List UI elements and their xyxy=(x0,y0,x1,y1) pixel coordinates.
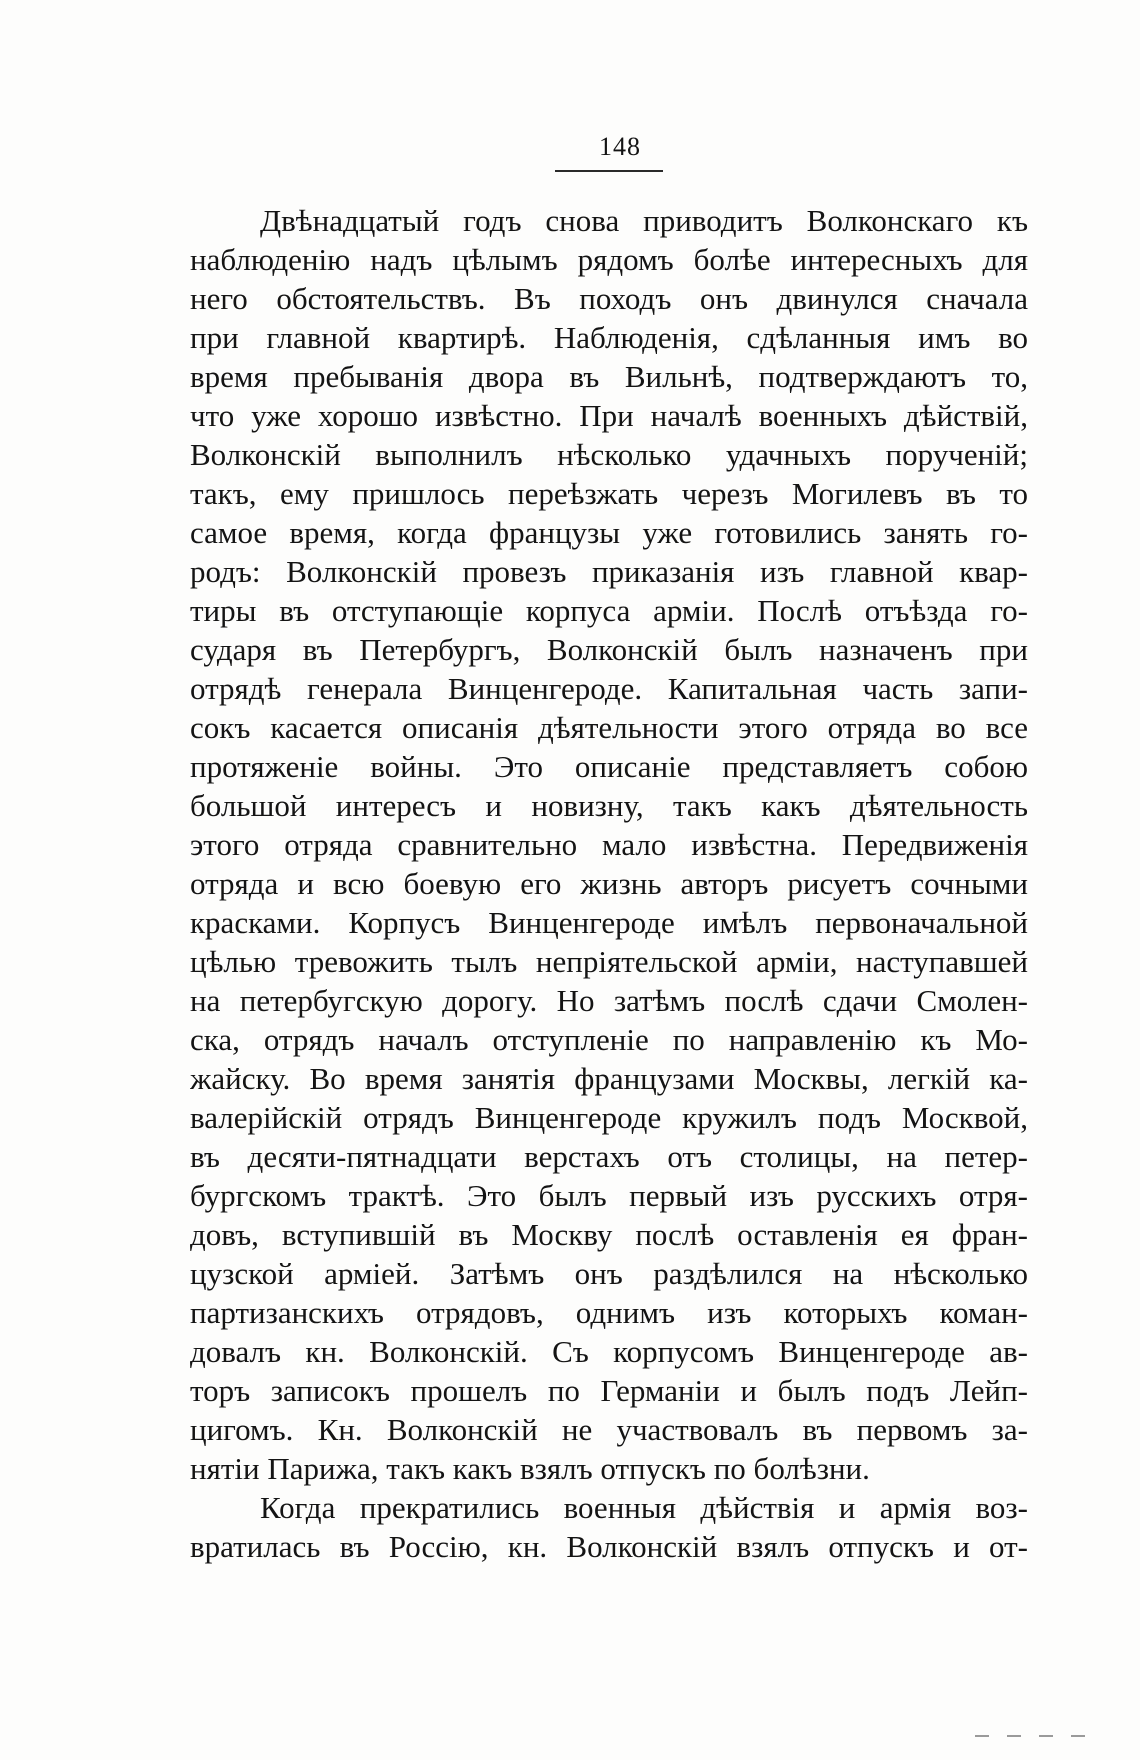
paragraph-2 xyxy=(190,1488,1028,1566)
text-line: родъ: Волконскій провезъ приказанія изъ главной квар- xyxy=(190,554,1028,589)
text-line: вратилась въ Россію, кн. Волконскій взялъ отпускъ и от- xyxy=(190,1529,1028,1564)
text-line: тиры въ отступающіе корпуса арміи. Послѣ отъѣзда го- xyxy=(190,593,1028,628)
text-line: отрядѣ генерала Винценгероде. Капитальная часть запи- xyxy=(190,671,1028,706)
text-line: самое время, когда французы уже готовились занять го- xyxy=(190,515,1028,550)
text-line: жайску. Во время занятія французами Москвы, легкій ка- xyxy=(190,1061,1028,1096)
text-line: цѣлью тревожить тылъ непріятельской арміи, наступавшей xyxy=(190,944,1028,979)
text-line: довалъ кн. Волконскій. Съ корпусомъ Винценгероде ав- xyxy=(190,1334,1028,1369)
text-line: красками. Корпусъ Винценгероде имѣлъ первоначальной xyxy=(190,905,1028,940)
text-line: него обстоятельствъ. Въ походъ онъ двинулся сначала xyxy=(190,281,1028,316)
text-line: время пребыванія двора въ Вильнѣ, подтверждаютъ то, xyxy=(190,359,1028,394)
text-line: торъ записокъ прошелъ по Германіи и былъ подъ Лейп- xyxy=(190,1373,1028,1408)
page-number-rule xyxy=(555,170,663,172)
text-line: Когда прекратились военныя дѣйствія и армія воз- xyxy=(260,1490,1028,1525)
text-line: что уже хорошо извѣстно. При началѣ военныхъ дѣйствій, xyxy=(190,398,1028,433)
text-line: отряда и всю боевую его жизнь авторъ рисуетъ сочными xyxy=(190,866,1028,901)
text-line: валерійскій отрядъ Винценгероде кружилъ подъ Москвой, xyxy=(190,1100,1028,1135)
text-line: протяженіе войны. Это описаніе представляетъ собою xyxy=(190,749,1028,784)
text-line: цузской арміей. Затѣмъ онъ раздѣлился на нѣсколько xyxy=(190,1256,1028,1291)
print-mark xyxy=(1071,1735,1085,1737)
text-line: при главной квартирѣ. Наблюденія, сдѣланныя имъ во xyxy=(190,320,1028,355)
text-line: сударя въ Петербургъ, Волконскій былъ назначенъ при xyxy=(190,632,1028,667)
text-line: въ десяти-пятнадцати верстахъ отъ столицы, на петер- xyxy=(190,1139,1028,1174)
text-line: сокъ касается описанія дѣятельности этого отряда во все xyxy=(190,710,1028,745)
text-line: на петербугскую дорогу. Но затѣмъ послѣ сдачи Смолен- xyxy=(190,983,1028,1018)
text-line: такъ, ему пришлось переѣзжать черезъ Могилевъ въ то xyxy=(190,476,1028,511)
text-line: довъ, вступившій въ Москву послѣ оставленія ея фран- xyxy=(190,1217,1028,1252)
text-line: этого отряда сравнительно мало извѣстна. Передвиженія xyxy=(190,827,1028,862)
text-line: нятіи Парижа, такъ какъ взялъ отпускъ по болѣзни. xyxy=(190,1451,870,1486)
text-line: партизанскихъ отрядовъ, однимъ изъ которыхъ коман- xyxy=(190,1295,1028,1330)
text-line: наблюденію надъ цѣлымъ рядомъ болѣе интересныхъ для xyxy=(190,242,1028,277)
text-line: Двѣнадцатый годъ снова приводитъ Волконскаго къ xyxy=(260,203,1028,238)
text-line: цигомъ. Кн. Волконскій не участвовалъ въ первомъ за- xyxy=(190,1412,1028,1447)
print-mark xyxy=(975,1735,989,1737)
body-text xyxy=(190,201,1028,1566)
text-line: большой интересъ и новизну, такъ какъ дѣятельность xyxy=(190,788,1028,823)
text-line: Волконскій выполнилъ нѣсколько удачныхъ порученій; xyxy=(190,437,1028,472)
page-number: 148 xyxy=(599,132,641,161)
footer-print-marks xyxy=(975,1735,1125,1739)
paragraph-1 xyxy=(190,201,1028,1488)
text-line: бургскомъ трактѣ. Это былъ первый изъ русскихъ отря- xyxy=(190,1178,1028,1213)
print-mark xyxy=(1039,1735,1053,1737)
text-line: ска, отрядъ началъ отступленіе по направленію къ Мо- xyxy=(190,1022,1028,1057)
print-mark xyxy=(1007,1735,1021,1737)
